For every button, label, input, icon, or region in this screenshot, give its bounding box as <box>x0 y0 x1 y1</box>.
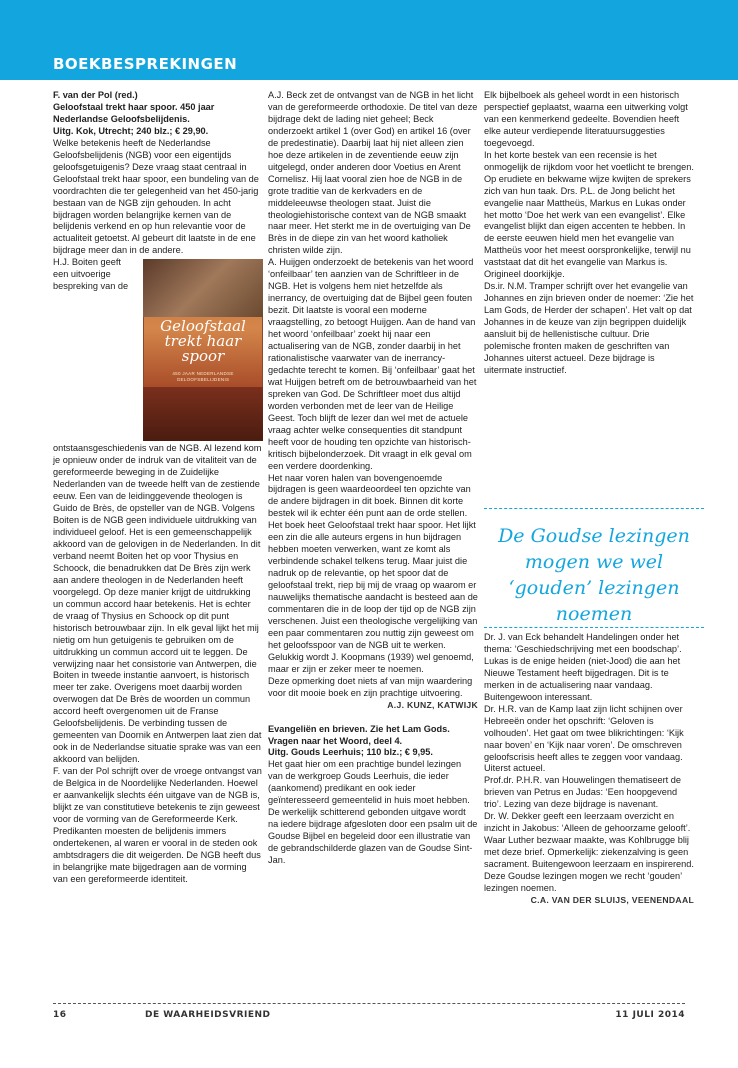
review-1-paragraph: A. Huijgen onderzoekt de betekenis van het woord ‘onfeilbaar’ ten aanzien van de Schriftleer in de NGB. Het is volgens hem niet hetzelfde als inerrancy, de overtuiging dat de Bijbel geen fouten bezit. Dit laatste is vooral een moderne vraagstelling, zo betoogt Huijgen. Aan de hand van het woord ‘onfeilbaar’ zoekt hij naar een actualisering van de NGB, zonder daarbij in het rationalistische vaarwater van de inerrancy-gedachte terecht te komen. Bij ‘onfeilbaar’ gaat het wat Huijgen betreft om de betrouwbaarheid van het spreken van God. De Schriftleer moet dus altijd worden verbonden met de leer van de Heilige Geest. Toch blijft de lezer dan wel met de actuele vraag achter welke consequenties dit standpunt heeft voor de houding ten opzichte van historisch-kritisch bijbelonderzoek. Dit vraagt in elk geval om een verdere doordenking. <box>268 257 477 471</box>
section-title: BOEKBESPREKINGEN <box>53 55 238 73</box>
review-2-paragraph: Dr. W. Dekker geeft een leerzaam overzicht en inzicht in Jakobus: ‘Alleen de gehoorzame gelooft’. Waar Luther bezwaar maakte, was Kohlbrugge blij met deze brief. Opmerkelijk: ziekenzalving is geen sacrament. Buitengewoon leerzaam en inspirerend. <box>484 811 694 870</box>
issue-date: 11 JULI 2014 <box>615 1010 685 1020</box>
review-2-paragraph: Ds.ir. N.M. Tramper schrijft over het evangelie van Johannes en zijn brieven onder de noemer: ‘Zie het Lam Gods, de Herder der schapen’. Het valt op dat Johannes in de keuze van zijn begrippen duidelijk aansluit bij de hellenistische cultuur. Drie polemische fronten maken de geschriften van Johannes uiterst actueel. Deze bijdrage is uitermate instructief. <box>484 281 694 375</box>
page-number: 16 <box>53 1010 67 1020</box>
column-1 <box>53 90 263 886</box>
column-2 <box>268 90 478 867</box>
review-1-paragraph: H.J. Boiten geeft een uitvoerige bespreking van de ontstaansgeschiedenis van de NGB. Al lezend kom je opnieuw onder de indruk van de vitaliteit van de gereformeerde beweging in de Zuidelijke Nederlanden van de tweede helft van de zestiende eeuw. Een van de leidinggevende theologen is Guido de Brès, de opsteller van de NGB. Volgens Boiten is de NGB geen individuele uitdrukking van individueel geloof. Het is een gemeenschappelijk akkoord van de gelovigen in de Nederlanden. In dit verband neemt Boiten het op voor Thysius en Schoock, die benadrukken dat De Brès zijn werk aan andere theologen in de Nederlanden heeft voorgelegd. Op deze manier krijgt de uitdrukking un commun accord haar betekenis. Het is echter de vraag of Thysius en Schoock op dit punt historisch betrouwbaar zijn. In elk geval lijkt het mij nietig om hun getuigenis te gebruiken om de uitdrukking un commun accord uit te leggen. De verwijzing naar het consistorie van Antwerpen, die Boiten in tweede instantie aanvoert, is historisch meer ter zake. Overigens moet daarbij worden overwogen dat De Brès de woorden un commun accord heeft overgenomen uit de Franse Geloofsbelijdenis. De verbinding tussen de gemeenten van Doornik en Antwerpen laat zien dat ook in de Nederlandse situatie sprake was van een akkoord van belijden. <box>53 257 262 765</box>
cover-artwork-bottom <box>143 387 263 441</box>
review-1-author: F. van der Pol (red.) <box>53 90 138 100</box>
review-1-paragraph: Deze opmerking doet niets af van mijn waardering voor dit mooie boek en zijn prachtige uitvoering. <box>268 675 473 698</box>
review-2-paragraph: Het gaat hier om een prachtige bundel lezingen van de werkgroep Gouds Leerhuis, die ieder (aankomend) predikant en ook ieder geïnteresseerd gemeentelid in huis moet hebben. De werkelijk schitterend gebonden uitgave wordt na iedere bijdrage afgesloten door een psalm uit de Goudse Bijbel en begeleid door een illustratie van de gebrandschilderde glazen van de Goudse Sint-Jan. <box>268 759 478 866</box>
column-3 <box>484 90 694 377</box>
cover-artwork <box>143 259 263 317</box>
cover-subtitle: 450 JAAR NEDERLANDSE GELOOFSBELIJDENIS <box>172 371 234 383</box>
review-2-publisher: Uitg. Gouds Leerhuis; 110 blz.; € 9,95. <box>268 747 433 758</box>
pull-quote-text: De Goudse lezingen mogen we wel ‘gouden’ lezingen noemen <box>498 525 690 625</box>
magazine-name: DE WAARHEIDSVRIEND <box>145 1010 271 1020</box>
review-1-paragraph: F. van der Pol schrijft over de vroege ontvangst van de Belgica in de Noordelijke Nederlanden. Hoewel er aanvankelijk slechts één uitgave van de NGB is, blijkt ze van constitutieve betekenis te zijn geweest voor de vorming van de Gereformeerde Kerk. Predikanten moesten de belijdenis immers ondertekenen, al waren er vooral in de steden ook ambtsdragers die dit weigerden. De NGB heeft dus in belangrijke mate bijgedragen aan de vorming van een gereformeerde identiteit. <box>53 766 262 884</box>
footer-divider <box>53 1003 685 1004</box>
cover-title: Geloofstaal trekt haar spoor <box>160 317 246 366</box>
review-2-paragraph: Deze Goudse lezingen mogen we recht ‘gouden’ lezingen noemen. <box>484 871 682 894</box>
review-1-title: Geloofstaal trekt haar spoor. 450 jaar Nederlandse Geloofsbelijdenis. <box>53 101 215 124</box>
review-2-title: Evangeliën en brieven. Zie het Lam Gods. Vragen naar het Woord, deel 4. <box>268 723 450 746</box>
review-2-paragraph: Elk bijbelboek als geheel wordt in een historisch perspectief geplaatst, waarna een uitwerking volgt van een kenmerkend gedeelte. Bovendien heeft elke auteur verdiepende literatuursuggesties toegevoegd. <box>484 90 688 148</box>
column-3-continued <box>484 632 694 907</box>
review-2-paragraph: Dr. H.R. van de Kamp laat zijn licht schijnen over Hebreeën onder het opschrift: ‘Geloven is volhouden’. Het gaat om twee blikrichtingen: ‘Kijk naar boven’ en ‘Kijk naar voren’. De omschreven geloofscrisis heeft alles te zeggen voor vandaag. Uiterst actueel. <box>484 703 684 774</box>
review-1-paragraph: Welke betekenis heeft de Nederlandse Geloofsbelijdenis (NGB) voor een eigentijds geloofsgetuigenis? Deze vraag staat centraal in Geloofstaal trekt haar spoor, een bundeling van de voordrachten die ter gelegenheid van het 450-jarig bestaan van de NGB zijn gehouden. In acht bijdragen worden belangrijke kernen van de belijdenis verkend en op hun relevantie voor de actualiteit getoetst. Al gebeurt dit laatste in de ene bijdrage meer dan in de andere. <box>53 137 259 256</box>
review-2-paragraph: Dr. J. van Eck behandelt Handelingen onder het thema: ‘Geschiedschrijving met een boodschap’. Lukas is de enige heiden (niet-Jood) die aan het Nieuwe Testament heeft bijgedragen. Dit is te merken in de actualisering naar vandaag. Buitengewoon interessant. <box>484 632 682 702</box>
review-1-paragraph: Het naar voren halen van bovengenoemde bijdragen is geen waardeoordeel ten opzichte van de andere bijdragen in dit boek. Binnen dit korte bestek wil ik echter één punt aan de orde stellen. Het boek heet Geloofstaal trekt haar spoor. Het lijkt een zin die alle auteurs ergens in hun bijdragen hebben moeten verwerken, want ze komt als verbindende schakel telkens terug. Maar juist die nadruk op de relevantie, op het spoor dat de geloofstaal trekt, riep bij mij de vraag op waarom er nauwelijks thematische aandacht is besteed aan de commentaren die in de loop der tijd op de NGB zijn verschenen. Juist een theologische vergelijking van een paar commentaren zou nuttig zijn geweest om het geloofsspoor van de NGB uit te werken. Gelukkig wordt J. Koopmans (1939) wel genoemd, maar er zijn er zeker meer te noemen. <box>268 472 478 674</box>
review-1-paragraph: A.J. Beck zet de ontvangst van de NGB in het licht van de gereformeerde orthodoxie. De titel van deze bijdrage dekt de lading niet geheel; Beck onderzoekt artikel 1 (over God) en artikel 16 (over de predestinatie). Daarbij laat hij niet alleen zien hoe deze artikelen in de zeventiende eeuw zijn uitgelegd, onder anderen door Voetius en Arent Cornelisz. Hij laat vooral zien hoe de NGB in de grote traditie van de kerkvaders en de middeleeuwse theologen staat. Juist die theologiehistorische context van de NGB smaakt naar meer. Het sterkt me in de overtuiging van De Brès in de diepe zin van het woord katholiek christen wilde zijn. <box>268 90 478 256</box>
pull-quote <box>484 508 704 628</box>
review-2-paragraph: Prof.dr. P.H.R. van Houwelingen thematiseert de brieven van Petrus en Judas: ‘Een hoopgevend trio’. Lezing van deze bijdrage is navenant. <box>484 775 681 810</box>
review-1-publisher: Uitg. Kok, Utrecht; 240 blz.; € 29,90. <box>53 125 209 136</box>
review-2-byline: C.A. VAN DER SLUIJS, VEENENDAAL <box>530 894 694 905</box>
review-2-paragraph: In het korte bestek van een recensie is het onmogelijk de rijkdom voor het voetlicht te brengen. Op erudiete en bekwame wijze kwijten de sprekers zich van hun taak. Drs. P.L. de Jong belicht het evangelie naar Mattheüs, Markus en Lukas onder het motto ‘Doe het werk van een evangelist’. Elke evangelist blijkt dan eigen accenten te hebben. In de eerste eeuwen hield men het evangelie van Mattheüs voor het meest oorspronkelijke, terwijl nu vaststaat dat dit het evangelie van Markus is. Origineel doorkijkje. <box>484 149 694 280</box>
review-1-byline: A.J. KUNZ, KATWIJK <box>387 699 478 710</box>
book-cover-image <box>143 259 263 441</box>
